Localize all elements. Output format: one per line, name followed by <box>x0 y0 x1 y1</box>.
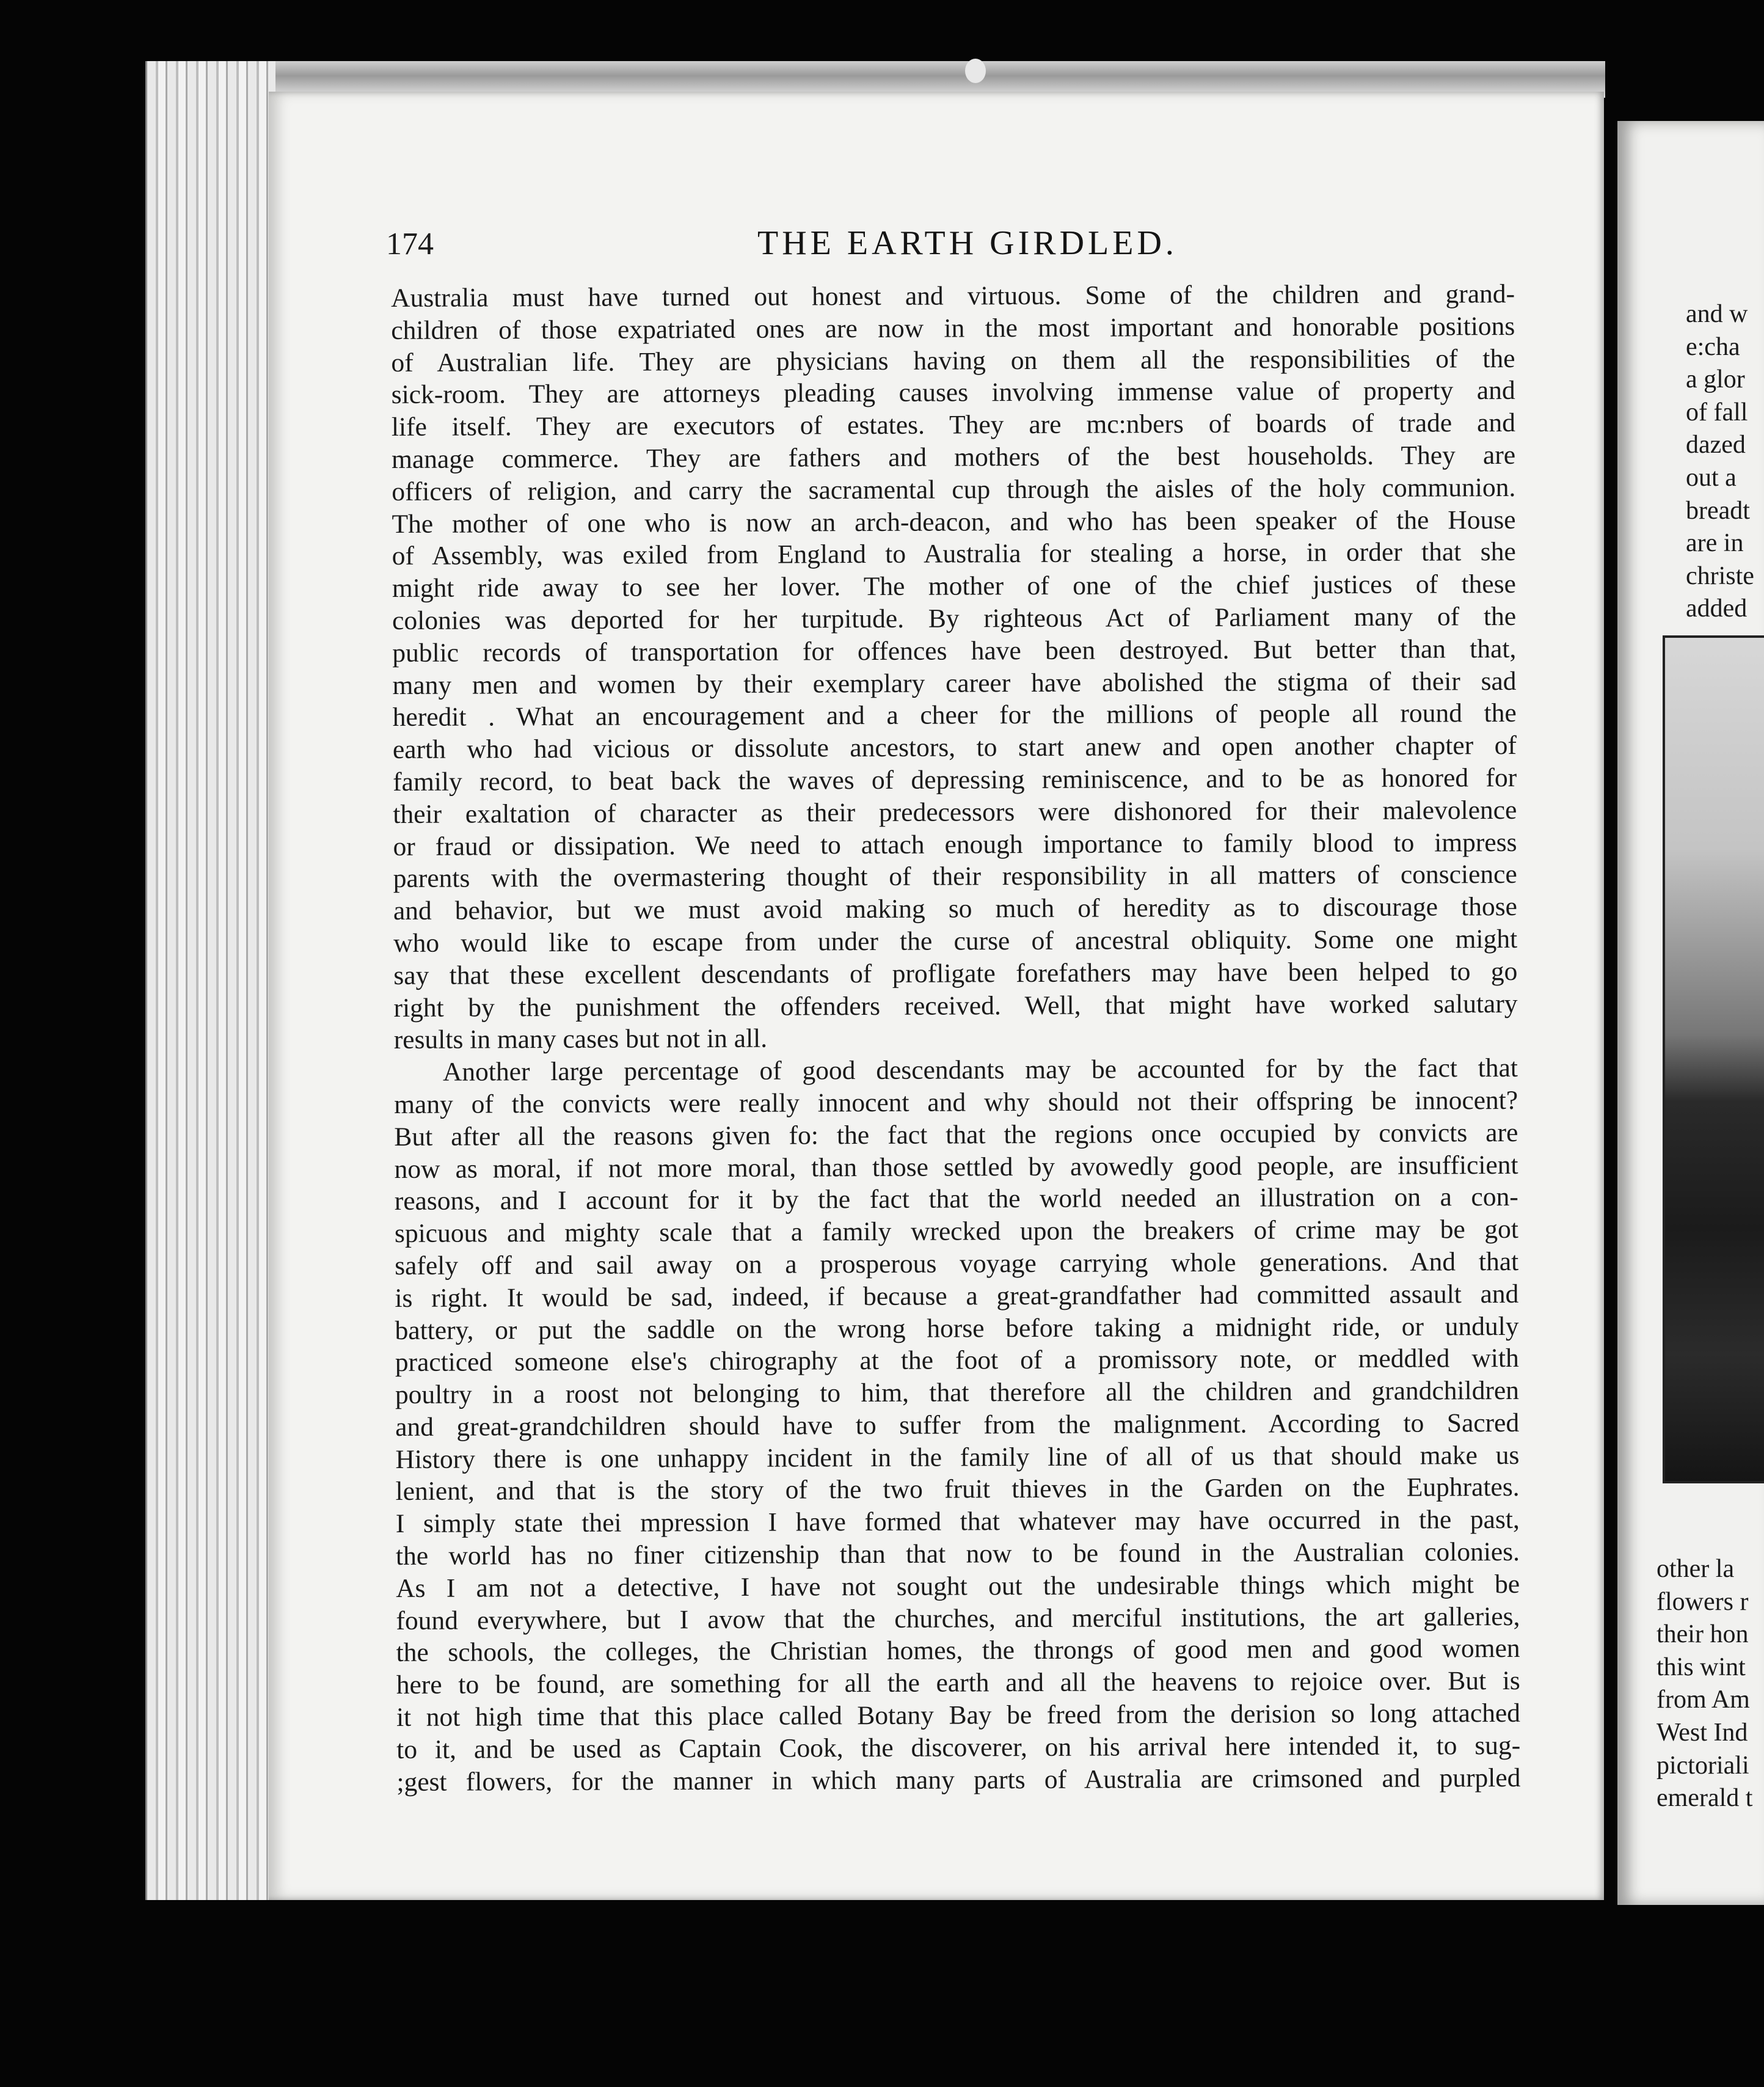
right-page-text-bottom <box>1656 1553 1764 1815</box>
text-line: colonies was deported for her turpitude. By righteous Act of Parliament many of the <box>392 601 1517 635</box>
text-line: Another large percentage of good descendants may be accounted for by the fact that <box>442 1053 1518 1087</box>
right-page-line: flowers r <box>1656 1587 1749 1616</box>
text-line: the schools, the colleges, the Christian homes, the throngs of good men and good women <box>396 1634 1520 1668</box>
text-line: officers of religion, and carry the sacramental cup through the aisles of the holy communion. <box>392 472 1516 506</box>
text-line: earth who had vicious or dissolute ancestors, to start anew and open another chapter of <box>392 731 1517 765</box>
text-line: reasons, and I account for it by the fact that the world needed an illustration on a con- <box>394 1182 1518 1216</box>
text-line: here to be found, are something for all the earth and all the heavens to rejoice over. But is <box>396 1666 1520 1700</box>
text-line: to it, and be used as Captain Cook, the discoverer, on his arrival here intended it, to sug- <box>396 1730 1521 1764</box>
right-page-line: are in <box>1686 529 1744 558</box>
text-line: History there is one unhappy incident in the family line of all of us that should make us <box>395 1440 1520 1474</box>
text-line: The mother of one who is now an arch-deacon, and who has been speaker of the House <box>392 505 1516 539</box>
right-page-line: of fall <box>1686 398 1748 426</box>
text-line: of Assembly, was exiled from England to Australia for stealing a horse, in order that she <box>392 537 1516 571</box>
text-line: might ride away to see her lover. The mother of one of the chief justices of these <box>392 569 1517 604</box>
right-page-line: breadt <box>1686 496 1750 525</box>
text-line: practiced someone else's chirography at the foot of a promissory note, or meddled with <box>395 1343 1519 1378</box>
right-page-line: and w <box>1686 300 1748 328</box>
text-line: found everywhere, but I avow that the churches, and merciful institutions, the art galleries, <box>396 1601 1520 1636</box>
text-line: and great-grandchildren should have to suffer from the malignment. According to Sacred <box>395 1408 1520 1442</box>
text-line: say that these excellent descendants of profligate forefathers may have been helped to go <box>393 956 1518 990</box>
text-line: many of the convicts were really innocent and why should not their offspring be innocent? <box>394 1085 1518 1119</box>
text-line: or fraud or dissipation. We need to attach enough importance to family blood to impress <box>393 827 1517 861</box>
text-line: right by the punishment the offenders received. Well, that might have worked salutary <box>393 989 1518 1023</box>
right-page-line: this wint <box>1656 1653 1746 1681</box>
text-line: many men and women by their exemplary career have abolished the stigma of their sad <box>392 666 1517 700</box>
right-page-line: emerald t <box>1656 1784 1753 1813</box>
page-number: 174 <box>386 227 434 261</box>
right-page-line: e:cha <box>1686 332 1740 361</box>
text-line: of Australian life. They are physicians having on them all the responsibilities of the <box>391 343 1515 378</box>
right-page-line: out a <box>1686 463 1737 492</box>
right-page-line: pictoriali <box>1656 1751 1749 1780</box>
text-line: But after all the reasons given fo: the fact that the regions once occupied by convicts are <box>394 1117 1518 1152</box>
running-head: THE EARTH GIRDLED. <box>757 224 1178 262</box>
right-page-line: a glor <box>1686 365 1745 394</box>
right-page-line: their hon <box>1656 1620 1749 1649</box>
text-line: sick-room. They are attorneys pleading causes involving immense value of property and <box>391 376 1515 410</box>
text-line: poultry in a roost not belonging to him, that therefore all the children and grandchildren <box>395 1376 1520 1410</box>
right-page-photograph <box>1663 635 1764 1483</box>
right-page-line: from Am <box>1656 1686 1750 1714</box>
body-text <box>391 278 1521 1799</box>
text-line: family record, to beat back the waves of depressing reminiscence, and to be as honored for <box>393 762 1517 797</box>
text-line: safely off and sail away on a prosperous voyage carrying whole generations. And that <box>395 1246 1519 1281</box>
right-page-text-top <box>1686 298 1764 626</box>
text-line: I simply state thei mpression I have formed that whatever may have occurred in the past, <box>395 1505 1520 1539</box>
text-line: heredit . What an encouragement and a cheer for the millions of people all round the <box>392 698 1517 733</box>
text-line: results in many cases but not in all. <box>393 1023 768 1055</box>
right-page-line: West Ind <box>1656 1718 1748 1747</box>
text-line: is right. It would be sad, indeed, if because a great-grandfather had committed assault and <box>395 1279 1519 1313</box>
right-page-line: christe <box>1686 561 1754 590</box>
page-stack-edges <box>145 61 275 1900</box>
text-line: battery, or put the saddle on the wrong horse before taking a midnight ride, or unduly <box>395 1311 1519 1345</box>
text-line: who would like to escape from under the curse of ancestral obliquity. Some one might <box>393 924 1518 958</box>
text-line: As I am not a detective, I have not sought out the undesirable things which might be <box>396 1569 1520 1603</box>
text-line: it not high time that this place called Botany Bay be freed from the derision so long attached <box>396 1698 1521 1733</box>
text-line: Australia must have turned out honest and virtuous. Some of the children and grand- <box>391 279 1515 313</box>
text-line: the world has no finer citizenship than that now to be found in the Australian colonies. <box>395 1537 1520 1571</box>
text-line: children of those expatriated ones are now in the most important and honorable positions <box>391 311 1515 345</box>
text-line: parents with the overmastering thought of their responsibility in all matters of conscience <box>393 860 1517 894</box>
right-page-line: other la <box>1656 1555 1735 1583</box>
dust-speck <box>965 59 986 83</box>
right-page-line: added <box>1686 594 1748 623</box>
text-line: and behavior, but we must avoid making so much of heredity as to discourage those <box>393 892 1518 926</box>
text-line: manage commerce. They are fathers and mothers of the best households. They are <box>392 440 1516 474</box>
text-line: lenient, and that is the story of the two fruit thieves in the Garden on the Euphrates. <box>395 1472 1520 1507</box>
text-line: life itself. They are executors of estates. They are mc:nbers of boards of trade and <box>391 408 1515 442</box>
text-line: spicuous and mighty scale that a family wrecked upon the breakers of crime may be got <box>394 1215 1519 1249</box>
text-line: now as moral, if not more moral, than those settled by avowedly good people, are insufficient <box>394 1150 1518 1184</box>
text-line: ;gest flowers, for the manner in which many parts of Australia are crimsoned and purpled <box>396 1763 1521 1797</box>
text-line: their exaltation of character as their predecessors were dishonored for their malevolence <box>393 795 1517 829</box>
right-page-line: dazed <box>1686 431 1746 459</box>
text-line: public records of transportation for offences have been destroyed. But better than that, <box>392 634 1517 668</box>
